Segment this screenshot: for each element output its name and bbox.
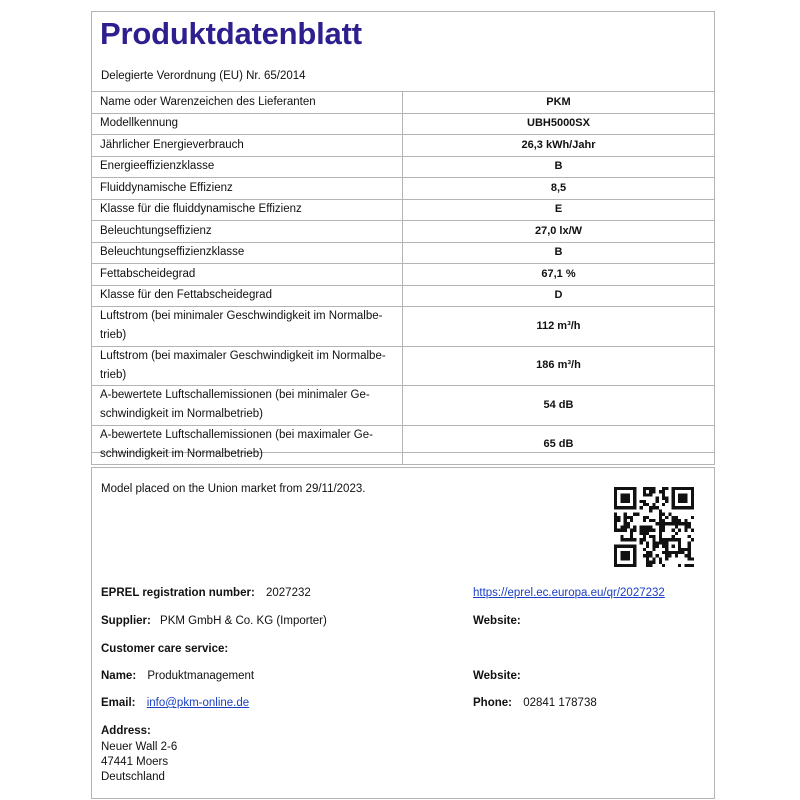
spec-label: Klasse für die fluiddynamische Effizienz: [92, 199, 403, 221]
spec-value: 26,3 kWh/Jahr: [403, 135, 715, 157]
phone-label: Phone:: [473, 697, 512, 709]
spec-row: [92, 135, 715, 157]
spec-label: Luftstrom (bei maximaler Geschwindigkeit im Normalbe-trieb): [92, 346, 403, 386]
spec-label: Beleuchtungseffizienz: [92, 221, 403, 243]
spec-row: [92, 199, 715, 221]
spec-value: UBH5000SX: [403, 113, 715, 135]
spec-value: D: [403, 285, 715, 307]
name-label: Name:: [101, 670, 137, 682]
spec-row: [92, 92, 715, 114]
spec-row: [92, 425, 715, 465]
spec-label: Energieeffizienzklasse: [92, 156, 403, 178]
supplier-label: Supplier:: [101, 615, 151, 627]
spec-value: 186 m³/h: [403, 346, 715, 386]
phone-value: 02841 178738: [523, 697, 597, 709]
spec-row: [92, 221, 715, 243]
qr-code-icon[interactable]: [614, 487, 694, 567]
sheet-title: Produktdatenblatt: [100, 16, 362, 51]
spec-value: E: [403, 199, 715, 221]
spec-label: Name oder Warenzeichen des Lieferanten: [92, 92, 403, 114]
spec-value: 27,0 lx/W: [403, 221, 715, 243]
spec-label: Modellkennung: [92, 113, 403, 135]
email-row: [101, 697, 249, 709]
spec-row: [92, 346, 715, 386]
eprel-info-panel: [91, 467, 715, 799]
email-label: Email:: [101, 697, 136, 709]
spec-row: [92, 285, 715, 307]
spec-value: B: [403, 156, 715, 178]
spec-row: [92, 113, 715, 135]
supplier-row: [101, 615, 327, 627]
spec-value: 54 dB: [403, 386, 715, 426]
spec-row: [92, 178, 715, 200]
eprel-number: 2027232: [266, 587, 311, 599]
spec-value: 112 m³/h: [403, 307, 715, 347]
website-label-2: Website:: [473, 670, 521, 682]
spec-value: 65 dB: [403, 425, 715, 465]
spec-value: B: [403, 242, 715, 264]
spec-value: 8,5: [403, 178, 715, 200]
email-link[interactable]: info@pkm-online.de: [146, 697, 250, 709]
address-line-3: Deutschland: [101, 771, 165, 783]
spec-value: PKM: [403, 92, 715, 114]
website-label-1: Website:: [473, 615, 521, 627]
phone-row: [473, 697, 597, 709]
spec-table: [91, 91, 715, 465]
name-value: Produktmanagement: [147, 670, 255, 682]
contact-name-row: [101, 670, 254, 682]
eprel-label: EPREL registration number:: [101, 587, 255, 599]
spec-row: [92, 386, 715, 426]
spec-label: Beleuchtungseffizienzklasse: [92, 242, 403, 264]
eprel-registration: [101, 587, 311, 599]
spec-row: [92, 242, 715, 264]
spec-row: [92, 264, 715, 286]
product-data-sheet: [91, 11, 715, 460]
spec-label: Fluiddynamische Effizienz: [92, 178, 403, 200]
spec-label: Luftstrom (bei minimaler Geschwindigkeit im Normalbe-trieb): [92, 307, 403, 347]
spec-label: Jährlicher Energieverbrauch: [92, 135, 403, 157]
spec-row: [92, 156, 715, 178]
address-label: Address:: [101, 725, 151, 737]
address-line-1: Neuer Wall 2-6: [101, 741, 178, 753]
supplier-value: PKM GmbH & Co. KG (Importer): [160, 615, 327, 627]
spec-row: [92, 307, 715, 347]
spec-value: 67,1 %: [403, 264, 715, 286]
regulation-reference: Delegierte Verordnung (EU) Nr. 65/2014: [101, 70, 306, 82]
customer-care-heading: Customer care service:: [101, 643, 229, 655]
address-line-2: 47441 Moers: [101, 756, 169, 768]
spec-label: A-bewertete Luftschallemissionen (bei minimaler Ge-schwindigkeit im Normalbetrieb): [92, 386, 403, 426]
eprel-link[interactable]: https://eprel.ec.europa.eu/qr/2027232: [473, 587, 665, 599]
spec-label: Klasse für den Fettabscheidegrad: [92, 285, 403, 307]
spec-label: Fettabscheidegrad: [92, 264, 403, 286]
spec-label: A-bewertete Luftschallemissionen (bei maximaler Ge-schwindigkeit im Normalbetrieb): [92, 425, 403, 465]
market-note: Model placed on the Union market from 29/11/2023.: [101, 483, 366, 495]
